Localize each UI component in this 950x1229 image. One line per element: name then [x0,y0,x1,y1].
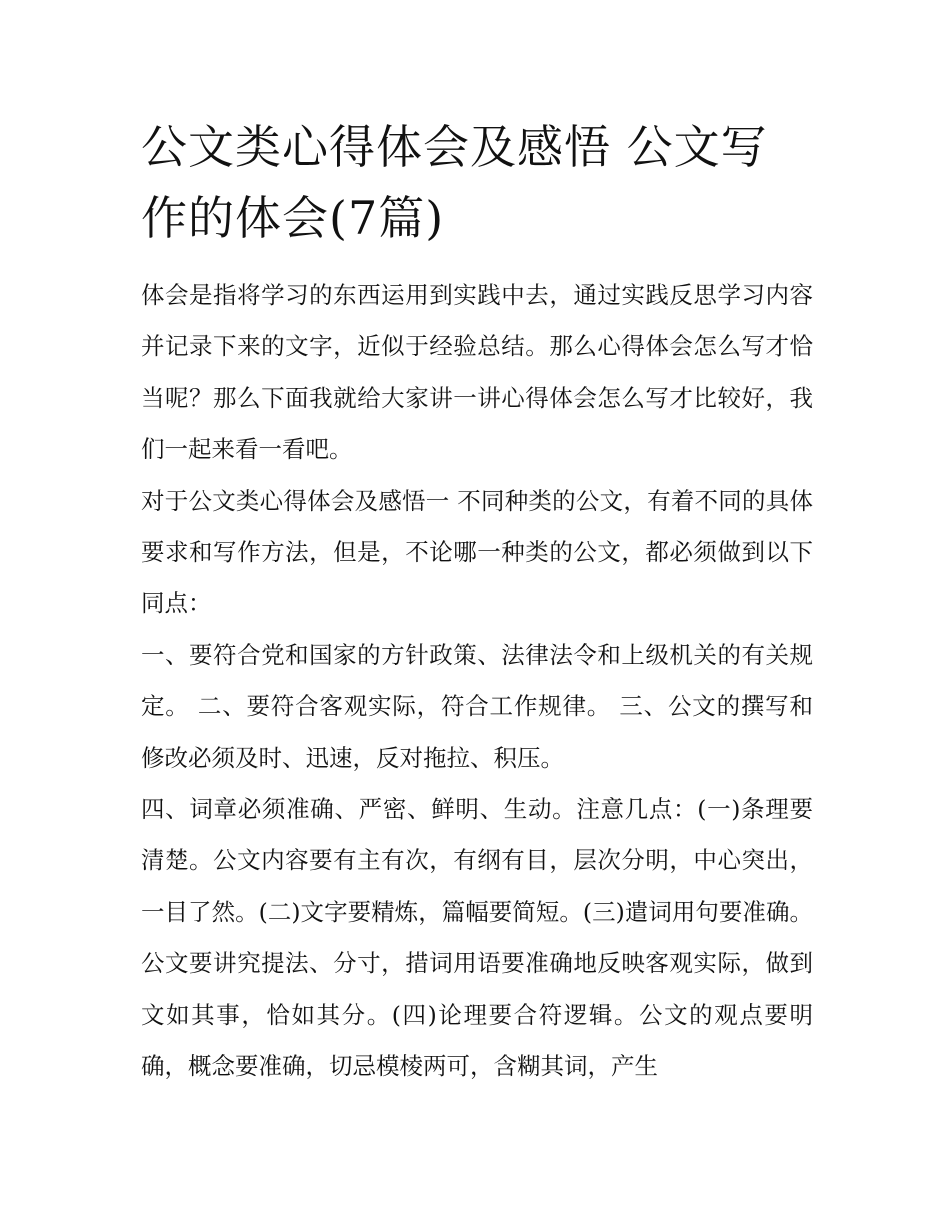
document-title: 公文类心得体会及感悟 公文写作的体会(7篇) [141,120,768,245]
paragraph-1: 对于公文类心得体会及感悟一 不同种类的公文，有着不同的具体要求和写作方法，但是，不论哪一种类的公文，都必须做到以下同点： [141,486,813,618]
paragraph-intro: 体会是指将学习的东西运用到实践中去，通过实践反思学习内容并记录下来的文字，近似于经验总结。那么心得体会怎么写才恰当呢？那么下面我就给大家讲一讲心得体会怎么写才比较好，我们一起来看一看吧。 [141,281,813,464]
document-body [141,112,813,1093]
paragraph-3: 四、词章必须准确、严密、鲜明、生动。注意几点：(一)条理要清楚。公文内容要有主有次，有纲有目，层次分明，中心突出，一目了然。(二)文字要精炼，篇幅要简短。(三)遣词用句要准确。公文要讲究提法、分寸，措词用语要准确地反映客观实际，做到文如其事，恰如其分。(四)论理要合符逻辑。公文的观点要明确，概念要准确，切忌模棱两可，含糊其词，产生 [141,795,813,1081]
paragraph-2: 一、要符合党和国家的方针政策、法律法令和上级机关的有关规定。 二、要符合客观实际，符合工作规律。 三、公文的撰写和修改必须及时、迅速，反对拖拉、积压。 [141,640,813,772]
